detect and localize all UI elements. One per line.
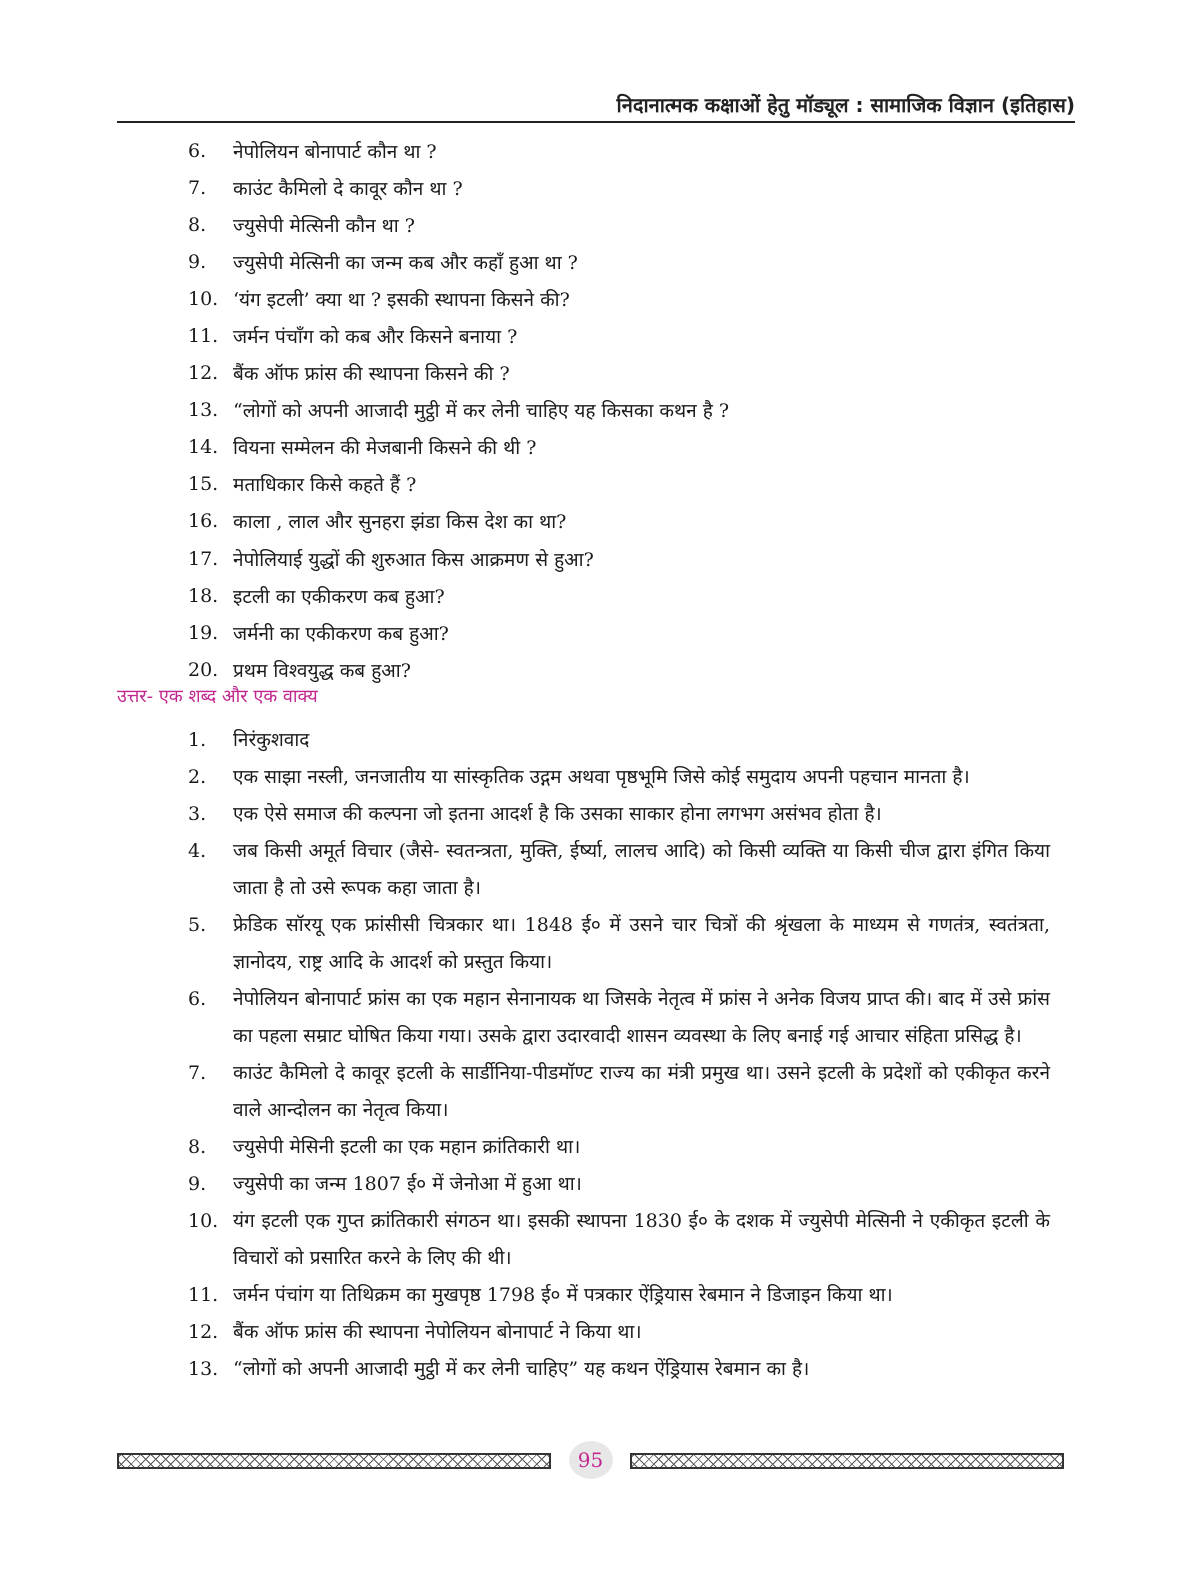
answer-item (188, 1277, 1050, 1314)
question-item (188, 651, 1068, 688)
question-item (188, 614, 1068, 651)
answer-list (188, 722, 1050, 1388)
question-text: वियना सम्मेलन की मेजबानी किसने की थी ? (233, 437, 537, 460)
answer-item (188, 1055, 1050, 1129)
question-item (188, 503, 1068, 540)
answers-heading: उत्तर- एक शब्द और एक वाक्य (117, 686, 318, 707)
answer-text: नेपोलियन बोनापार्ट फ्रांस का एक महान सेनानायक था जिसके नेतृत्व में फ्रांस ने अनेक विजय प्राप्त की। बाद में उसे फ्रांस का पहला सम्राट घोषित किया गया। उसके द्वारा उदारवादी शासन व्यवस्था के लिए बनाई गई आचार संहिता प्रसिद्ध है। (233, 988, 1050, 1047)
question-text: प्रथम विश्वयुद्ध कब हुआ? (233, 659, 411, 682)
answer-text: काउंट कैमिलो दे कावूर इटली के सार्डीनिया-पीडमॉण्ट राज्य का मंत्री प्रमुख था। उसने इटली के प्रदेशों को एकीकृत करने वाले आन्दोलन का नेतृत्व किया। (233, 1062, 1050, 1121)
question-number: 11. (188, 325, 219, 348)
question-item (188, 392, 1068, 429)
answer-item (188, 1203, 1050, 1277)
question-text: ज्युसेपी मेत्सिनी कौन था ? (233, 214, 415, 237)
answer-text: ज्युसेपी मेसिनी इटली का एक महान क्रांतिकारी था। (233, 1136, 581, 1158)
answer-number: 10. (188, 1210, 219, 1232)
question-text: जर्मनी का एकीकरण कब हुआ? (233, 622, 449, 645)
header-rule (117, 121, 1075, 123)
question-item (188, 540, 1068, 577)
question-number: 15. (188, 473, 219, 496)
answer-number: 2. (188, 766, 207, 788)
question-item (188, 317, 1068, 354)
answer-number: 9. (188, 1173, 207, 1195)
footer-ornament-right (630, 1453, 1064, 1469)
question-item (188, 169, 1068, 206)
question-number: 16. (188, 510, 219, 533)
question-text: नेपोलियाई युद्धों की शुरुआत किस आक्रमण से हुआ? (233, 548, 594, 571)
question-item (188, 206, 1068, 243)
question-item (188, 243, 1068, 280)
answer-item (188, 1351, 1050, 1388)
answer-number: 1. (188, 729, 207, 751)
question-text: काला , लाल और सुनहरा झंडा किस देश का था? (233, 511, 567, 534)
question-text: नेपोलियन बोनापार्ट कौन था ? (233, 140, 437, 163)
answer-item (188, 833, 1050, 907)
answer-number: 6. (188, 988, 207, 1010)
question-item (188, 577, 1068, 614)
answer-number: 5. (188, 914, 207, 936)
question-text: ‘यंग इटली’ क्या था ? इसकी स्थापना किसने की? (233, 288, 570, 311)
answer-number: 8. (188, 1136, 207, 1158)
question-item (188, 429, 1068, 466)
answer-text: एक ऐसे समाज की कल्पना जो इतना आदर्श है कि उसका साकार होना लगभग असंभव होता है। (233, 803, 882, 825)
footer-ornament-left (117, 1453, 551, 1469)
question-item (188, 132, 1068, 169)
answer-text: फ्रेडिक सॉरयू एक फ्रांसीसी चित्रकार था। 1848 ई० में उसने चार चित्रों की श्रृंखला के माध्यम से गणतंत्र, स्वतंत्रता, ज्ञानोदय, राष्ट्र आदि के आदर्श को प्रस्तुत किया। (233, 914, 1050, 973)
answer-number: 4. (188, 840, 207, 862)
question-text: इटली का एकीकरण कब हुआ? (233, 585, 445, 608)
question-text: जर्मन पंचाँग को कब और किसने बनाया ? (233, 326, 518, 349)
question-number: 8. (188, 213, 207, 236)
answer-item (188, 981, 1050, 1055)
answer-number: 12. (188, 1321, 219, 1343)
answer-item (188, 796, 1050, 833)
answer-text: जर्मन पंचांग या तिथिक्रम का मुखपृष्ठ 1798 ई० में पत्रकार ऐंड्रियास रेबमान ने डिजाइन किया था। (233, 1284, 893, 1306)
answer-number: 3. (188, 803, 207, 825)
answer-number: 7. (188, 1062, 207, 1084)
question-number: 14. (188, 436, 219, 459)
question-number: 6. (188, 139, 207, 162)
question-number: 9. (188, 250, 207, 273)
question-item (188, 355, 1068, 392)
question-number: 19. (188, 621, 219, 644)
answer-item (188, 1314, 1050, 1351)
question-text: “लोगों को अपनी आजादी मुट्ठी में कर लेनी चाहिए यह किसका कथन है ? (233, 400, 730, 423)
answer-item (188, 759, 1050, 796)
question-number: 10. (188, 287, 219, 310)
answer-text: “लोगों को अपनी आजादी मुट्ठी में कर लेनी चाहिए” यह कथन ऐंड्रियास रेबमान का है। (233, 1358, 810, 1380)
answer-text: निरंकुशवाद (233, 729, 310, 751)
question-item (188, 466, 1068, 503)
question-text: काउंट कैमिलो दे कावूर कौन था ? (233, 177, 463, 200)
answer-item (188, 1166, 1050, 1203)
question-text: मताधिकार किसे कहते हैं ? (233, 474, 417, 497)
answer-number: 13. (188, 1358, 219, 1380)
answer-item (188, 1129, 1050, 1166)
page-number: 95 (569, 1441, 613, 1479)
question-text: ज्युसेपी मेत्सिनी का जन्म कब और कहाँ हुआ था ? (233, 251, 578, 274)
question-number: 13. (188, 399, 219, 422)
answer-number: 11. (188, 1284, 219, 1306)
question-number: 20. (188, 658, 219, 681)
question-list (188, 132, 1068, 688)
answer-item (188, 722, 1050, 759)
answer-item (188, 907, 1050, 981)
question-text: बैंक ऑफ फ्रांस की स्थापना किसने की ? (233, 363, 510, 386)
question-number: 17. (188, 547, 219, 570)
answer-text: एक साझा नस्ली, जनजातीय या सांस्कृतिक उद्गम अथवा पृष्ठभूमि जिसे कोई समुदाय अपनी पहचान मानता है। (233, 766, 970, 788)
answer-text: ज्युसेपी का जन्म 1807 ई० में जेनोआ में हुआ था। (233, 1173, 582, 1195)
question-number: 12. (188, 362, 219, 385)
question-number: 7. (188, 176, 207, 199)
answer-text: जब किसी अमूर्त विचार (जैसे- स्वतन्त्रता, मुक्ति, ईर्ष्या, लालच आदि) को किसी व्यक्ति या किसी चीज द्वारा इंगित किया जाता है तो उसे रूपक कहा जाता है। (233, 840, 1050, 899)
question-number: 18. (188, 584, 219, 607)
answer-text: यंग इटली एक गुप्त क्रांतिकारी संगठन था। इसकी स्थापना 1830 ई० के दशक में ज्युसेपी मेत्सिनी ने एकीकृत इटली के विचारों को प्रसारित करने के लिए की थी। (233, 1210, 1050, 1269)
answer-text: बैंक ऑफ फ्रांस की स्थापना नेपोलियन बोनापार्ट ने किया था। (233, 1321, 642, 1343)
page-footer (117, 1447, 1064, 1473)
question-item (188, 280, 1068, 317)
page-header: निदानात्मक कक्षाओं हेतु मॉड्यूल : सामाजिक विज्ञान (इतिहास) (616, 93, 1075, 117)
